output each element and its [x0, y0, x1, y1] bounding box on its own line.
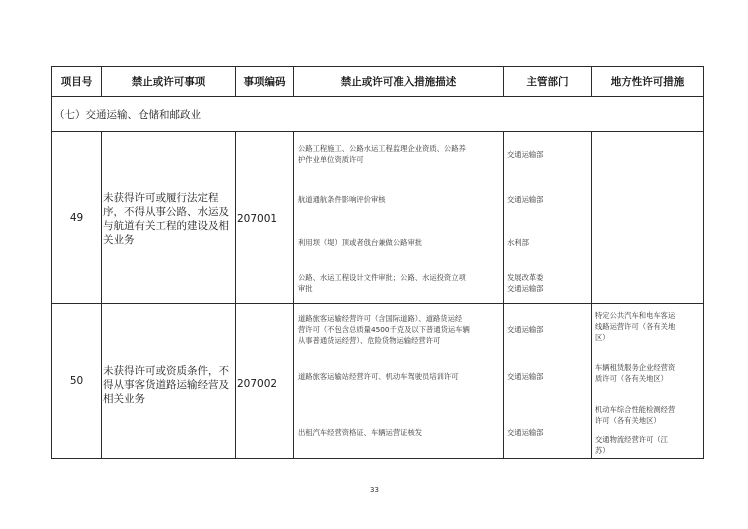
- row-50-local-3: [595, 404, 675, 426]
- header-label: 禁止或许可准入措施描述: [340, 76, 457, 88]
- row-50-local-4: [595, 434, 668, 456]
- item-line: 与航道有关工程的建设及相: [103, 220, 229, 232]
- item-line: 得从事客货道路运输经营及: [103, 379, 229, 391]
- local-line: 许可（各有关地区）: [595, 416, 661, 425]
- row-50-dept-1: 交通运输部: [507, 325, 544, 334]
- row-number: 49: [69, 211, 84, 224]
- row-49-measure-1: [298, 143, 466, 165]
- dept-line: 交通运输部: [507, 284, 544, 293]
- section-bottom-line: [51, 131, 704, 132]
- measure-line: 道路旅客运输经营许可（含国际道路）、道路货运经: [298, 314, 463, 323]
- row-49-bottom-line: [51, 303, 704, 304]
- row-50-measure-2: 道路旅客运输站经营许可、机动车驾驶员培训许可: [298, 372, 459, 381]
- section-title: （七）交通运输、仓储和邮政业: [54, 109, 201, 121]
- header-cell-code: [236, 67, 293, 96]
- measure-line: 审批: [298, 284, 313, 293]
- item-line: 序，不得从事公路、水运及: [103, 206, 229, 218]
- item-line: 相关业务: [103, 393, 145, 405]
- row-49-item: [103, 191, 229, 247]
- header-label: 禁止或许可事项: [131, 76, 206, 88]
- body-divider-3: [293, 131, 294, 458]
- item-line: 关业务: [103, 234, 135, 246]
- row-50-number: [52, 304, 101, 458]
- row-49-measure-2: 航道通航条件影响评价审核: [298, 195, 386, 204]
- header-label: 地方性许可措施: [610, 76, 685, 88]
- row-50-dept-2: 交通运输部: [507, 372, 544, 381]
- local-line: 车辆租赁服务企业经营资: [595, 363, 676, 372]
- page-number: 33: [370, 486, 379, 494]
- measure-line: 护作业单位资质许可: [298, 155, 364, 164]
- body-divider-1: [101, 131, 102, 458]
- table-border-bottom: [51, 458, 704, 459]
- row-49-code: 207001: [237, 213, 278, 225]
- local-line: 线路运营许可（各有关地: [595, 322, 676, 331]
- header-cell-measures: [294, 67, 503, 96]
- row-49-dept-4: [507, 272, 543, 294]
- measure-line: 公路、水运工程设计文件审批；公路、水运投资立项: [298, 273, 466, 282]
- local-line: 交通物流经营许可（江: [595, 435, 668, 444]
- local-line: 特定公共汽车和电车客运: [595, 311, 676, 320]
- local-line: 苏）: [595, 446, 610, 455]
- header-bottom-line: [51, 96, 704, 97]
- body-divider-4: [503, 131, 504, 458]
- local-line: 区）: [595, 333, 610, 342]
- header-cell-department: [504, 67, 591, 96]
- row-50-code: 207002: [237, 378, 278, 390]
- row-50-measure-1: [298, 313, 470, 346]
- row-49-number: [52, 132, 101, 303]
- header-cell-local: [592, 67, 703, 96]
- measure-line: 从事普通货运经营）、危险货物运输经营许可: [298, 336, 441, 345]
- header-cell-number: [52, 67, 101, 96]
- row-50-local-1: [595, 310, 675, 343]
- row-50-item: [103, 364, 229, 406]
- header-cell-item: [102, 67, 235, 96]
- dept-line: 发展改革委: [507, 273, 544, 282]
- row-number: 50: [69, 375, 84, 387]
- measure-line: 营许可（不包含总质量4500千克及以下普通货运车辆: [298, 325, 470, 334]
- row-50-local-2: [595, 362, 675, 384]
- row-49-dept-2: 交通运输部: [507, 195, 544, 204]
- body-divider-2: [235, 131, 236, 458]
- row-49-measure-4: [298, 272, 466, 294]
- measure-line: 公路工程施工、公路水运工程监理企业资质、公路养: [298, 144, 466, 153]
- local-line: 机动车综合性能检测经营: [595, 405, 676, 414]
- row-50-measure-3: 出租汽车经营资格证、车辆运营证核发: [298, 428, 423, 437]
- local-line: 质许可（各有关地区）: [595, 374, 668, 383]
- row-49-dept-3: 水利部: [507, 238, 529, 247]
- row-49-measure-3: 利用坝（堤）顶或者戗台兼做公路审批: [298, 238, 423, 247]
- row-49-dept-1: 交通运输部: [507, 150, 544, 159]
- item-line: 未获得许可或资质条件，不: [103, 365, 229, 377]
- header-label: 项目号: [60, 76, 93, 88]
- row-50-dept-3: 交通运输部: [507, 428, 544, 437]
- item-line: 未获得许可或履行法定程: [103, 192, 219, 204]
- header-label: 主管部门: [526, 76, 569, 88]
- body-divider-5: [591, 131, 592, 458]
- table-border-right: [703, 66, 704, 458]
- header-label: 事项编码: [243, 76, 286, 88]
